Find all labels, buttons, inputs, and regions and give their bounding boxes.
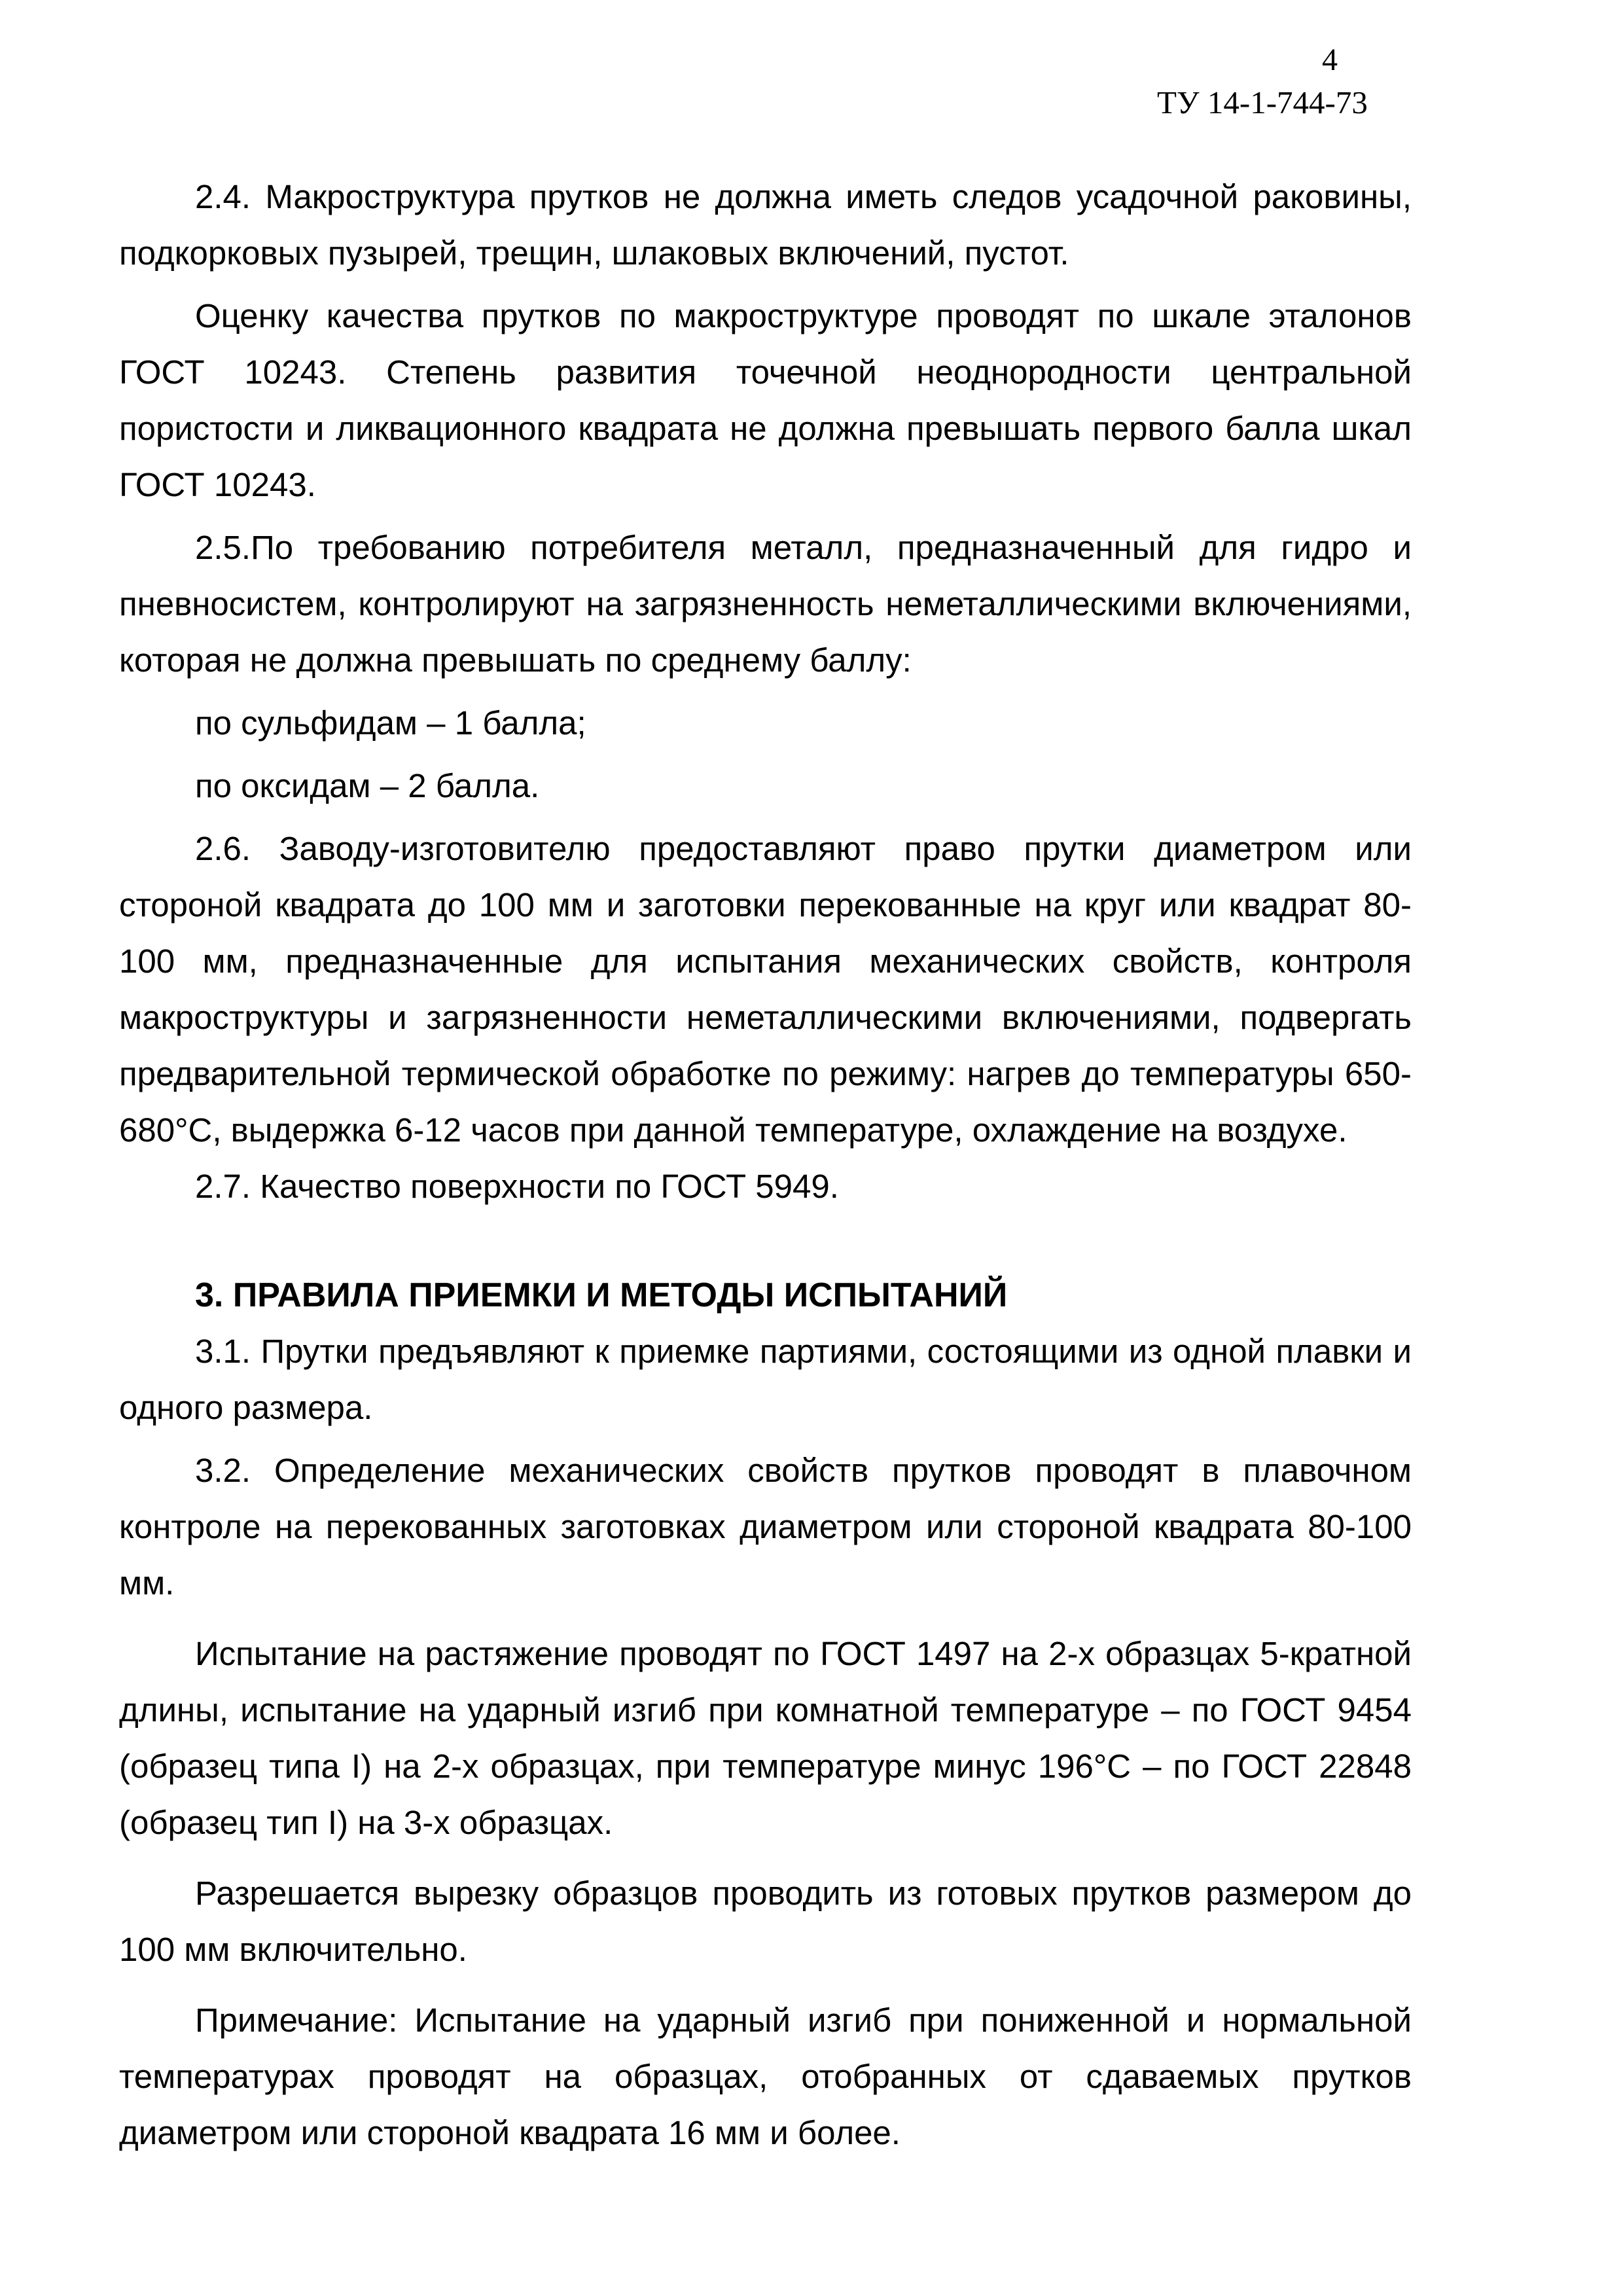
page-number: 4 [1322, 43, 1338, 77]
clause-2-5: 2.5.По требованию потребителя металл, предназначенный для гидро и пневносистем, контролируют на загрязненность неметаллическими включениями, которая не должна превышать по среднему баллу: [119, 529, 1412, 679]
clause-2-4-assessment: Оценку качества прутков по макроструктуре проводят по шкале эталонов ГОСТ 10243. Степень развития точечной неоднородности центральной пористости и ликвационного квадрата не должна превышать первого балла шкал ГОСТ 10243. [119, 297, 1412, 503]
document-body [119, 169, 1412, 2161]
section-3-heading: 3. ПРАВИЛА ПРИЕМКИ И МЕТОДЫ ИСПЫТАНИЙ [195, 1276, 1008, 1314]
clause-2-7: 2.7. Качество поверхности по ГОСТ 5949. [195, 1168, 839, 1205]
clause-3-2-cutting: Разрешается вырезку образцов проводить из готовых прутков размером до 100 мм включительно. [119, 1874, 1412, 1968]
document-code: ТУ 14-1-744-73 [1157, 84, 1368, 120]
clause-2-4: 2.4. Макроструктура прутков не должна иметь следов усадочной раковины, подкорковых пузырей, трещин, шлаковых включений, пустот. [119, 178, 1412, 272]
clause-2-6: 2.6. Заводу-изготовителю предоставляют право прутки диаметром или стороной квадрата до 100 мм и заготовки перекованные на круг или квадрат 80-100 мм, предназначенные для испытания механических свойств, контроля макроструктуры и загрязненности неметаллическими включениями, подвергать предварительной термической обработке по режиму: нагрев до температуры 650-680°С, выдержка 6-12 часов при данной температуре, охлаждение на воздухе. [119, 830, 1412, 1149]
clause-3-1: 3.1. Прутки предъявляют к приемке партиями, состоящими из одной плавки и одного размера. [119, 1333, 1412, 1426]
clause-2-5-sulfides: по сульфидам – 1 балла; [195, 704, 586, 742]
clause-3-2-note: Примечание: Испытание на ударный изгиб при пониженной и нормальной температурах проводят на образцах, отобранных от сдаваемых прутков диаметром или стороной квадрата 16 мм и более. [119, 2001, 1412, 2151]
clause-3-2-tests: Испытание на растяжение проводят по ГОСТ 1497 на 2-х образцах 5-кратной длины, испытание на ударный изгиб при комнатной температуре – по ГОСТ 9454 (образец типа I) на 2-х образцах, при температуре минус 196°С – по ГОСТ 22848 (образец тип I) на 3-х образцах. [119, 1635, 1412, 1841]
clause-3-2: 3.2. Определение механических свойств прутков проводят в плавочном контроле на перекованных заготовках диаметром или стороной квадрата 80-100 мм. [119, 1452, 1412, 1602]
clause-2-5-oxides: по оксидам – 2 балла. [195, 767, 540, 804]
